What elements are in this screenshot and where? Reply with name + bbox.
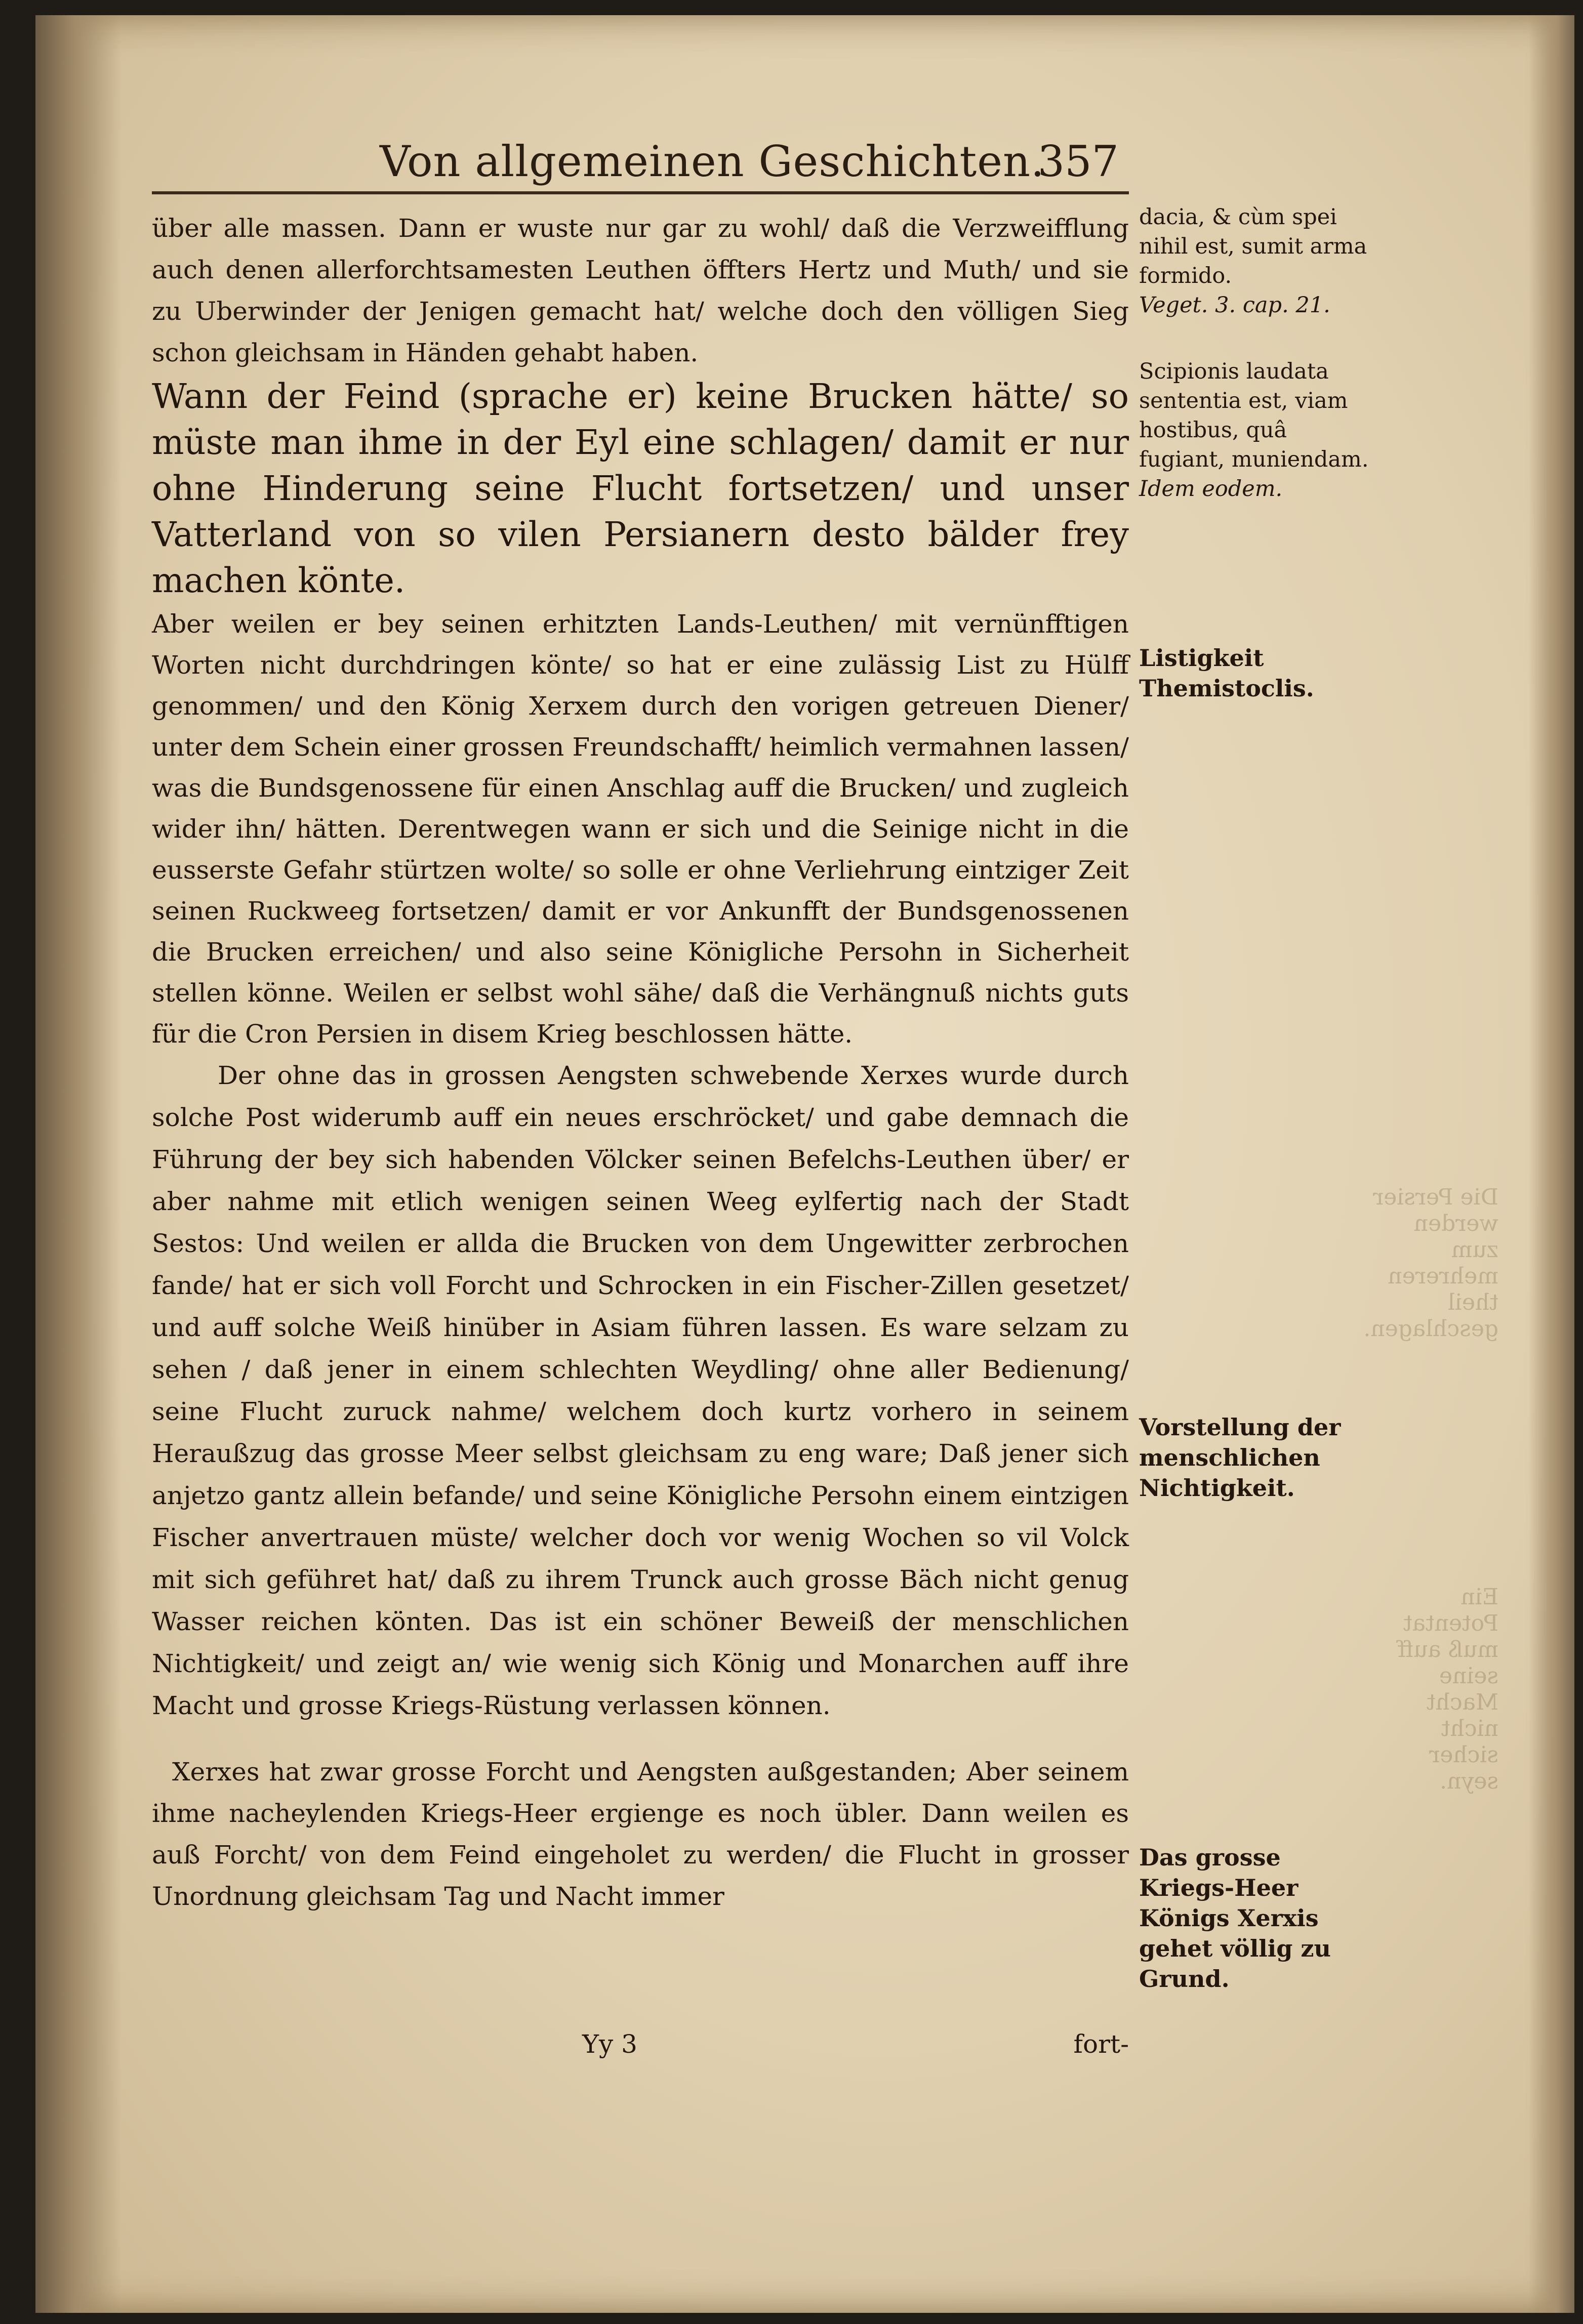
page-number: 357 — [1037, 137, 1119, 186]
paragraph-xerxes-flight: Der ohne das in grossen Aengsten schwebende Xerxes wurde durch solche Post widerumb auff ein neues erschröcket/ und gabe demnach die Führung der bey sich habenden Völcker seinen Befelchs-Leuthen über/ er aber nahme mit etlich wenigen seinen Weeg eylfertig nach der Stadt Sestos: Und weilen er allda die Brucken von dem Ungewitter zerbrochen fande/ hat er sich voll Forcht und Schrocken in ein Fischer-Zillen gesetzet/ und auff solche Weiß hinüber in Asiam führen lassen. Es ware selzam zu sehen / daß jener in einem schlechten Weydling/ ohne aller Bedienung/ seine Flucht zuruck nahme/ welchem doch kurtz vorhero in seinem Heraußzug das grosse Meer selbst gleichsam zu eng ware; Daß jener sich anjetzo gantz allein befande/ und seine Königliche Persohn einem eintzigen Fischer anvertrauen müste/ welcher doch vor wenig Wochen so vil Volck mit sich geführet hat/ daß zu ihrem Trunck auch grosse Bäch nicht genug Wasser reichen könten. Das ist ein schöner Beweiß der menschlichen Nichtigkeit/ und zeigt an/ wie wenig sich König und Monarchen auff ihre Macht und grosse Kriegs-Rüstung verlassen können. — [152, 1061, 1129, 1720]
header-rule — [152, 191, 1129, 194]
main-text-column — [152, 208, 1129, 1917]
margin-note-vegetius — [1139, 202, 1377, 320]
margin-note-themistocles: Listigkeit Themistoclis. — [1139, 644, 1314, 702]
margin-note-text: dacia, & cùm spei nihil est, sumit arma formido. — [1139, 204, 1367, 288]
margin-note-source: Idem eodem. — [1139, 476, 1283, 502]
margin-note-source: Veget. 3. cap. 21. — [1139, 293, 1330, 318]
show-through-text: Die Persier werden zum mehreren theil geschlagen. — [1363, 1184, 1498, 1342]
paragraph-themistocles-ruse: Aber weilen er bey seinen erhitzten Lands-Leuthen/ mit vernünfftigen Worten nicht durchdringen könte/ so hat er eine zulässig List zu Hülff genommen/ und den König Xerxem durch den vorigen getreuen Diener/ unter dem Schein einer grossen Freundschafft/ heimlich vermahnen lassen/ was die Bundsgenossene für einen Anschlag auff die Brucken/ und zugleich wider ihn/ hätten. Derentwegen wann er sich und die Seinige nicht in die eusserste Gefahr stürtzen wolte/ so solle er ohne Verliehrung eintziger Zeit seinen Ruckweeg fortsetzen/ damit er vor Ankunfft der Bundsgenossenen die Brucken erreichen/ und also seine Königliche Persohn in Sicherheit stellen könne. Weilen er selbst wohl sähe/ daß die Verhängnuß nichts guts für die Cron Persien in disem Krieg beschlossen hätte. — [152, 609, 1129, 1049]
spine-shadow — [35, 15, 121, 2313]
show-through-text: Ein Potentat muß auff seine Macht nicht sicher seyn. — [1397, 1584, 1498, 1794]
margin-note-text: Scipionis laudata sententia est, viam hostibus, quâ fugiant, muniendam. — [1139, 359, 1369, 472]
margin-note-scipio — [1139, 357, 1377, 504]
paragraph-quote-bridge: Wann der Feind (sprache er) keine Brucken hätte/ so müste man ihme in der Eyl eine schlagen/ damit er nur ohne Hinderung seine Flucht fortsetzen/ und unser Vatterland von so vilen Persianern desto bälder frey machen könte. — [152, 377, 1129, 600]
signature-mark: Yy 3 — [582, 2029, 637, 2059]
catchword: fort- — [1073, 2029, 1129, 2059]
running-head-title: Von allgemeinen Geschichten. — [380, 137, 1045, 186]
running-head — [152, 127, 1129, 197]
page-footer — [152, 2029, 1129, 2070]
margin-note-army: Das grosse Kriegs-Heer Königs Xerxis gehet völlig zu Grund. — [1139, 1844, 1331, 1993]
margin-note-nothingness: Vorstellung der menschlichen Nichtigkeit. — [1139, 1414, 1341, 1502]
paragraph-army-ruin: Xerxes hat zwar grosse Forcht und Aengsten außgestanden; Aber seinem ihme nacheylenden Kriegs-Heer ergienge es noch übler. Dann weilen es auß Forcht/ von dem Feind eingeholet zu werden/ die Flucht in grosser Unordnung gleichsam Tag und Nacht immer — [152, 1757, 1129, 1911]
page-edge — [1529, 15, 1574, 2313]
paragraph-despair: über alle massen. Dann er wuste nur gar zu wohl/ daß die Verzweifflung auch denen allerforchtsamesten Leuthen öffters Hertz und Muth/ und sie zu Uberwinder der Jenigen gemacht hat/ welche doch den völligen Sieg schon gleichsam in Händen gehabt haben. — [152, 214, 1129, 367]
